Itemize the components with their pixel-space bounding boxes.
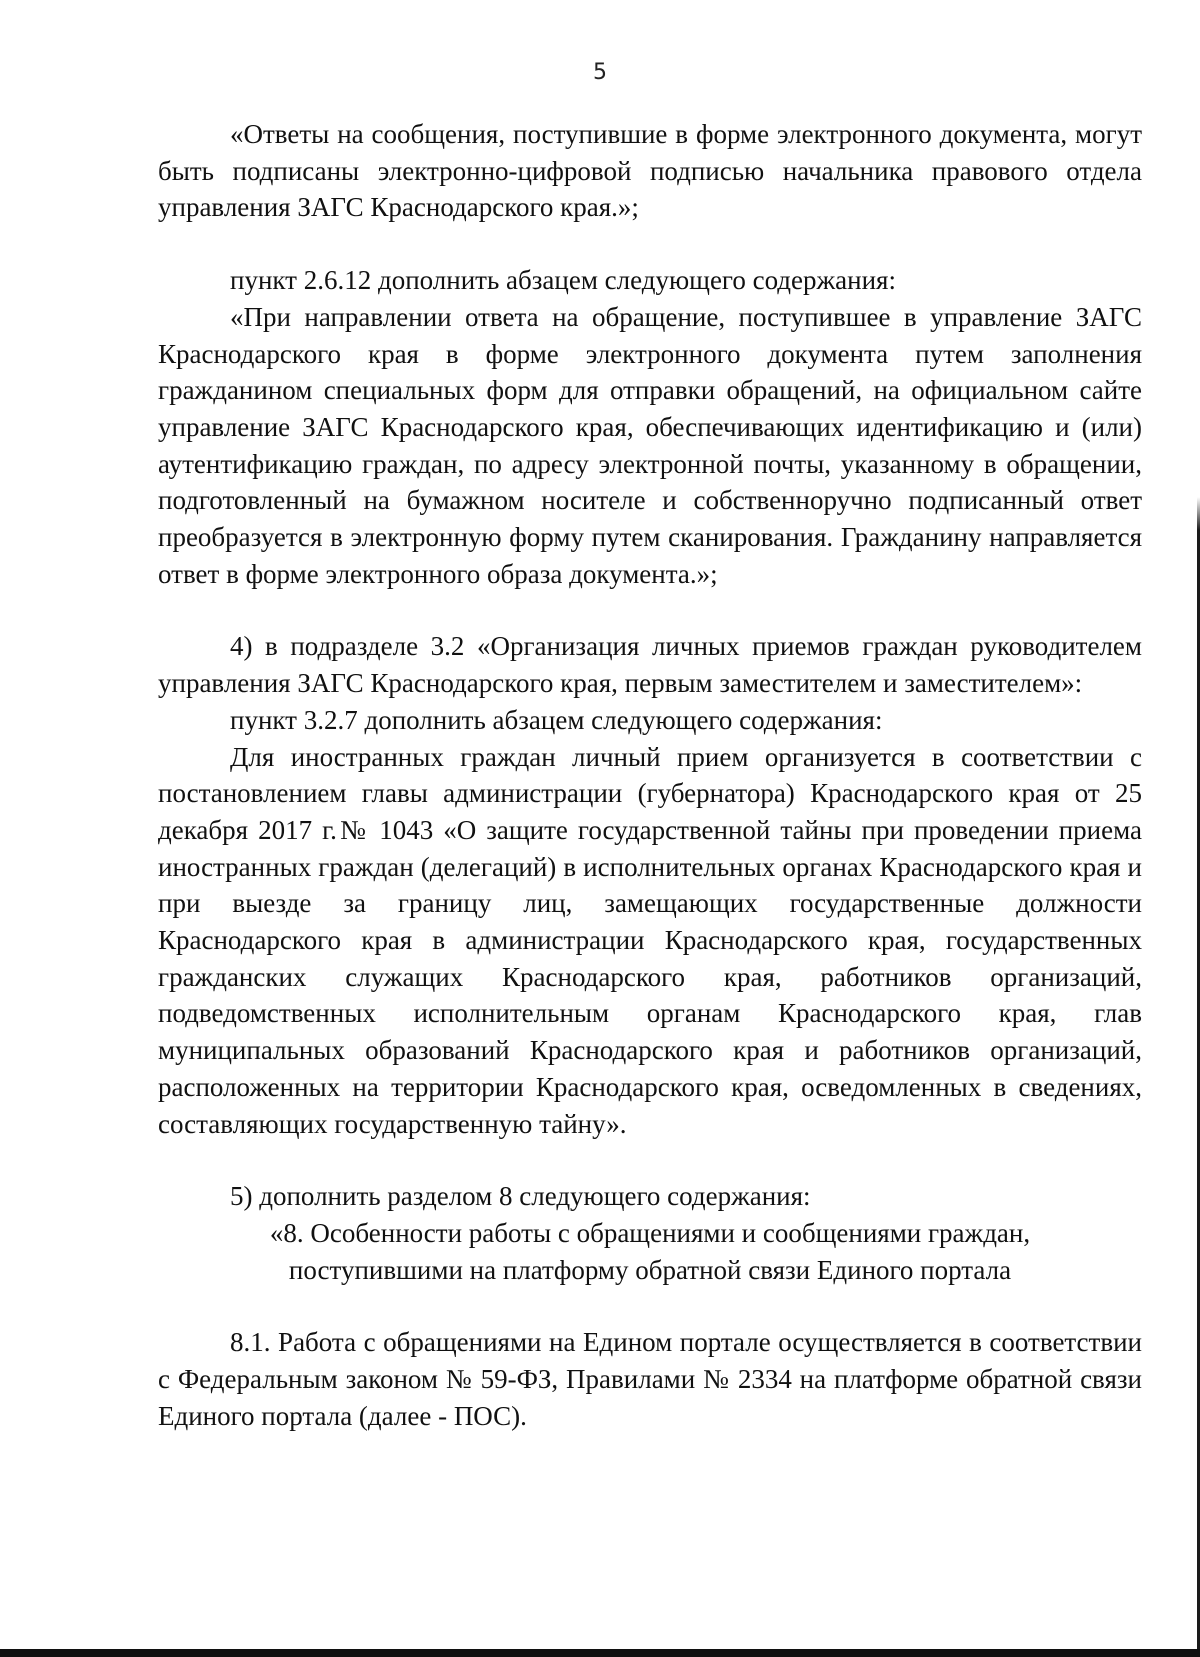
paragraph-point-3-2-7: пункт 3.2.7 дополнить абзацем следующего содержания: [230, 704, 883, 735]
section-8-heading-line-2: поступившими на платформу обратной связи Единого портала [288, 1254, 1012, 1285]
document-body [158, 116, 1142, 1435]
paragraph-electronic-response: «При направлении ответа на обращение, поступившее в управление ЗАГС Краснодарского края в форме электронного документа путем заполнения гражданином специальных форм для отправки обращений, на официальном сайте управление ЗАГС Краснодарского края, обеспечивающих идентификацию и (или) аутентификацию граждан, по адресу электронной почты, указанному в обращении, подготовленный на бумажном носителе и собственноручно подписанный ответ преобразуется в электронную форму путем сканирования. Гражданину направляется ответ в форме электронного образа документа.»; [158, 301, 1142, 589]
paragraph-8-1: 8.1. Работа с обращениями на Едином портале осуществляется в соответствии с Федеральным законом № 59-ФЗ, Правилами № 2334 на платформе обратной связи Единого портала (далее - ПОС). [158, 1327, 1142, 1431]
paragraph-point-2-6-12: пункт 2.6.12 дополнить абзацем следующего содержания: [230, 265, 896, 296]
scan-bottom-edge [0, 1649, 1200, 1657]
paragraph-signature-note: «Ответы на сообщения, поступившие в форме электронного документа, могут быть подписаны электронно-цифровой подписью начальника правового отдела управления ЗАГС Краснодарского края.»; [158, 119, 1142, 223]
paragraph-foreign-citizens: Для иностранных граждан личный прием организуется в соответствии с постановлением главы администрации (губернатора) Краснодарского края от 25 декабря 2017 г.№ 1043 «О защите государственной тайны при проведении приема иностранных граждан (делегаций) в исполнительных органах Краснодарского края и при выезде за границу лиц, замещающих государственные должности Краснодарского края в администрации Краснодарского края, государственных гражданских служащих Краснодарского края, работников организаций, подведомственных исполнительным органам Краснодарского края, глав муниципальных образований Краснодарского края и работников организаций, расположенных на территории Краснодарского края, осведомленных в сведениях, составляющих государственную тайну». [158, 741, 1142, 1139]
page-number: 5 [593, 60, 607, 85]
paragraph-item-4: 4) в подразделе 3.2 «Организация личных приемов граждан руководителем управления ЗАГС Краснодарского края, первым заместителем и заместителем»: [158, 631, 1142, 699]
paragraph-item-5: 5) дополнить разделом 8 следующего содержания: [230, 1181, 811, 1212]
section-8-heading-line-1: «8. Особенности работы с обращениями и сообщениями граждан, [269, 1217, 1031, 1248]
